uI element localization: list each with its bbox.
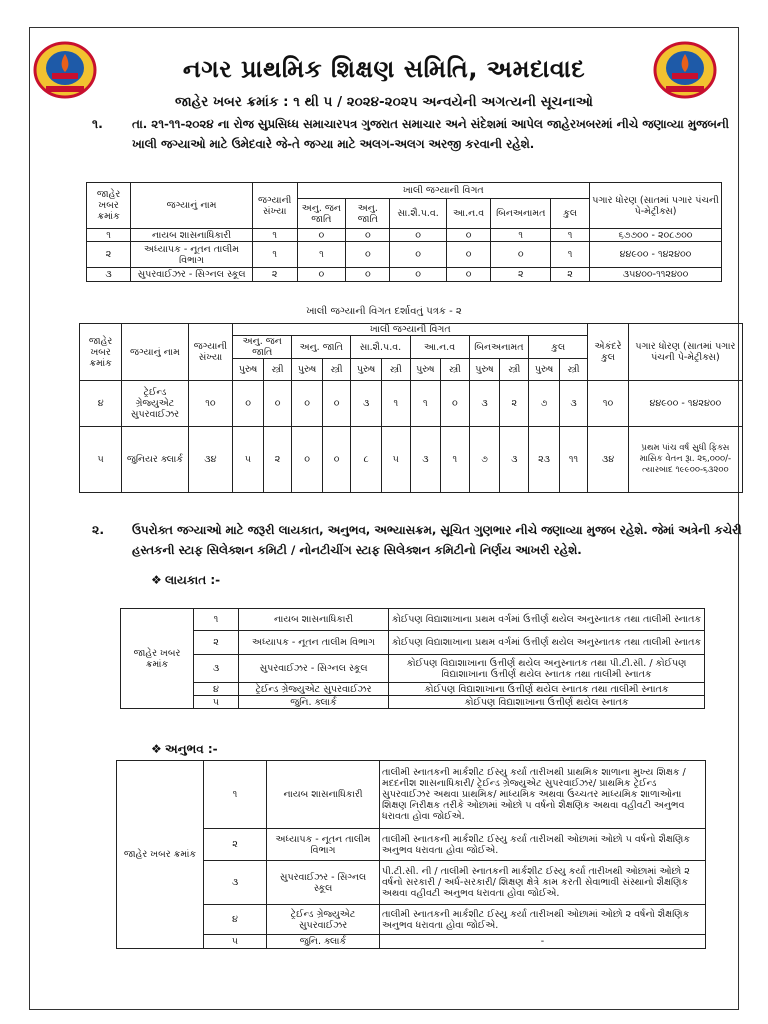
section-heading-anubhav (151, 742, 218, 757)
section-heading-laykat (151, 573, 220, 588)
table-row (121, 631, 705, 655)
cell: ૩૫૪૦૦-૧૧૨૪૦૦ (590, 268, 722, 282)
sub-header: સ્ત્રી (559, 359, 587, 381)
cell: ૨ (551, 268, 590, 282)
cell: ૩ (500, 427, 529, 493)
group-header: આ.ન.વ (410, 336, 469, 359)
col-header: જગ્યાનું નામ (122, 324, 188, 381)
cell: કોઈપણ વિદ્યાશાખાના પ્રથમ વર્ગમાં ઉત્તીર્ણ થયેલ અનુસ્નાતક તથા તાલીમી સ્નાતક (389, 609, 705, 631)
cell: ૩૪ (588, 427, 629, 493)
diamond-bullet-icon: ❖ (151, 573, 162, 587)
cell: ૪ (80, 381, 122, 427)
col-header: જાહેર ખબર ક્રમાંક (87, 183, 131, 229)
cell: ૧ (204, 761, 267, 829)
cell: નાયબ શાસનાધિકારી (131, 229, 253, 242)
cell: કોઈપણ વિદ્યાશાખાના ઉત્તીર્ણ થયેલ સ્નાતક (389, 696, 705, 709)
cell: ૦ (322, 427, 350, 493)
cell: ૩ (351, 381, 382, 427)
sub-header: કુલ (551, 199, 590, 229)
heading-text: અનુભવ :- (165, 742, 218, 756)
cell: ૪૪૯૦૦ - ૧૪૨૪૦૦ (628, 381, 742, 427)
cell: પ્રથમ પાંચ વર્ષ સુધી ફિક્સ માસિક વેતન રૂા. ૨૬,૦૦૦/- ત્યારબાદ ૧૯૯૦૦-૬૩૨૦૦ (628, 427, 742, 493)
cell: ૦ (292, 381, 323, 427)
sub-header: અનુ. જન જાતિ (297, 199, 346, 229)
cell: ૨૩ (529, 427, 560, 493)
experience-table (116, 760, 706, 949)
group-header: અનુ. જન જાતિ (233, 336, 292, 359)
cell: ૧ (551, 242, 590, 268)
cell: ૨ (491, 268, 551, 282)
cell: ૦ (297, 229, 346, 242)
side-header: જાહેર ખબર ક્રમાંક (117, 761, 204, 949)
page-title: નગર પ્રાથમિક શિક્ષણ સમિતિ, અમદાવાદ (182, 55, 586, 83)
cell: નાયબ શાસનાધિકારી (239, 609, 389, 631)
sub-header: પુરુષ (529, 359, 560, 381)
paragraph-number: ૨. (92, 522, 105, 537)
cell: જુનિ. ક્લાર્ક (239, 696, 389, 709)
cell: અધ્યાપક - નૂતન તાલીમ વિભાગ (131, 242, 253, 268)
cell: તાલીમી સ્નાતકની માર્કશીટ ઈસ્યુ કર્યા તારીખથી ઓછામાં ઓછો ૫ વર્ષનો શૈક્ષણિક અનુભવ ધરાવતા હોવા જોઈએ. (380, 829, 706, 861)
cell: ૧ (491, 229, 551, 242)
sub-header: સ્ત્રી (322, 359, 350, 381)
cell: કોઈપણ વિદ્યાશાખાના પ્રથમ વર્ગમાં ઉત્તીર્ણ થયેલ અનુસ્નાતક તથા તાલીમી સ્નાતક (389, 631, 705, 655)
cell: ૨ (252, 268, 297, 282)
col-header: જગ્યાની સંખ્યા (188, 324, 233, 381)
cell: ૦ (441, 381, 469, 427)
cell: ૧ (252, 242, 297, 268)
paragraph-line: તા. ૨૧-૧૧-૨૦૨૪ ના રોજ સુપ્રસિધ્ધ સમાચારપત્ર ગુજરાત સમાચાર અને સંદેશમાં આપેલ જાહેરખબરમાં નીચે જણાવ્યા મુજબની (132, 117, 729, 131)
cell: ૮ (351, 427, 382, 493)
diamond-bullet-icon: ❖ (151, 742, 162, 756)
cell: ૦ (346, 229, 390, 242)
cell: ૦ (346, 268, 390, 282)
cell: ૪ (204, 905, 267, 935)
table-row (80, 427, 743, 493)
table-row (121, 696, 705, 709)
table-caption: ખાલી જગ્યાની વિગત દર્શાવતું પત્રક - ૨ (306, 306, 462, 317)
vacancy-table-1 (86, 182, 722, 282)
cell: ૨ (194, 631, 239, 655)
cell: ૪૪૯૦૦ - ૧૪૨૪૦૦ (590, 242, 722, 268)
cell: ટ્રેઈન્ડ ગ્રેજ્યુએટ સુપરવાઈઝર (267, 905, 380, 935)
notice-subtitle: જાહેર ખબર ક્રમાંક : ૧ થી ૫ / ૨૦૨૪-૨૦૨૫ અન્વયેની અગત્યની સૂચનાઓ (175, 94, 593, 110)
cell: ટ્રેઈન્ડ ગ્રેજ્યુએટ સુપરવાઈઝર (122, 381, 188, 427)
sub-header: સ્ત્રી (263, 359, 291, 381)
cell: ૧ (410, 381, 441, 427)
cell: ૪ (194, 683, 239, 696)
table-row (121, 683, 705, 696)
cell: ૭ (529, 381, 560, 427)
col-header: જાહેર ખબર ક્રમાંક (80, 324, 122, 381)
group-header: કુલ (529, 336, 588, 359)
qualification-table (120, 608, 705, 709)
table-row (117, 905, 706, 935)
sub-header: પુરુષ (469, 359, 500, 381)
paragraph-line: ઉપરોક્ત જગ્યાઓ માટે જરૂરી લાયકાત, અનુભવ, અભ્યાસક્રમ, સૂચિત ગુણભાર નીચે જણાવ્યા મુજબ રહેશે. જેમાં અત્રેની કચેરી (132, 523, 742, 537)
cell: ૨ (87, 242, 131, 268)
cell: ૦ (322, 381, 350, 427)
sub-header: બિનઅનામત (491, 199, 551, 229)
sub-header: સ્ત્રી (381, 359, 410, 381)
sub-header: પુરુષ (351, 359, 382, 381)
cell: ૧૦ (188, 381, 233, 427)
cell: ૫ (204, 935, 267, 949)
table-row (87, 268, 722, 282)
cell: અધ્યાપક - નૂતન તાલીમ વિભાગ (239, 631, 389, 655)
cell: ૦ (390, 268, 446, 282)
sub-header: પુરુષ (410, 359, 441, 381)
cell: ૦ (390, 242, 446, 268)
paragraph-2 (92, 520, 742, 562)
cell: કોઈપણ વિદ્યાશાખાના ઉત્તીર્ણ થયેલ અનુસ્નાતક તથા પી.ટી.સી. / કોઈપણ વિદ્યાશાખાના ઉત્તીર્ણ થયેલ સ્નાતક તથા તાલીમી સ્નાતક (389, 655, 705, 683)
cell: તાલીમી સ્નાતકની માર્કશીટ ઈસ્યુ કર્યા તારીખથી ઓછામાં ઓછો ૨ વર્ષનો શૈક્ષણિક અનુભવ ધરાવતા હોવા જોઈએ. (380, 905, 706, 935)
cell: સુપરવાઈઝર - સિગ્નલ સ્કૂલ (131, 268, 253, 282)
cell: ૦ (233, 381, 264, 427)
cell: જુનિયર ક્લાર્ક (122, 427, 188, 493)
cell: ૦ (446, 229, 491, 242)
group-header: બિનઅનામત (469, 336, 529, 359)
cell: ૧ (551, 229, 590, 242)
table-row (121, 609, 705, 631)
sub-header: અનુ. જાતિ (346, 199, 390, 229)
group-header: સા.શૈ.પ.વ. (351, 336, 410, 359)
paragraph-number: ૧. (92, 116, 103, 131)
cell: તાલીમી સ્નાતકની માર્કશીટ ઈસ્યુ કર્યા તારીખથી પ્રાથમિક શાળાના મુખ્ય શિક્ષક / મદદનીશ શાસનાધિકારી/ ટ્રેઈન્ડ ગ્રેજ્યુએટ સુપરવાઈઝર/ પ્રાથમિક ટ્રેઈન્ડ સુપરવાઈઝર અથવા પ્રાથમિક/ માધ્યમિક અથવા ઉચ્ચતર માધ્યમિક શાળાઓના શિક્ષણ નિરીક્ષક તરીકે ઓછામાં ઓછો ૫ વર્ષનો શૈક્ષણિક અથવા વહીવટી અનુભવ ધરાવતા હોવા જોઈએ. (380, 761, 706, 829)
cell: ૧ (194, 609, 239, 631)
cell: ૧ (252, 229, 297, 242)
cell: ૩ (559, 381, 587, 427)
cell: ૧ (87, 229, 131, 242)
sub-header: સા.શૈ.પ.વ. (390, 199, 446, 229)
cell: ૧ (381, 381, 410, 427)
cell: ૩ (410, 427, 441, 493)
cell: ૩ (469, 381, 500, 427)
cell: ૦ (491, 242, 551, 268)
cell: ૦ (390, 229, 446, 242)
cell: ૧૦ (588, 381, 629, 427)
vacancy-table-2 (79, 323, 743, 493)
cell: સુપરવાઈઝર - સિગ્નલ સ્કૂલ (239, 655, 389, 683)
cell: કોઈપણ વિદ્યાશાખાના ઉત્તીર્ણ થયેલ સ્નાતક તથા તાલીમી સ્નાતક (389, 683, 705, 696)
cell: ૭ (469, 427, 500, 493)
col-header: જગ્યાનું નામ (131, 183, 253, 229)
sub-header: પુરુષ (292, 359, 323, 381)
cell: પી.ટી.સી. ની / તાલીમી સ્નાતકની માર્કશીટ ઈસ્યુ કર્યા તારીખથી ઓછામાં ઓછો ૨ વર્ષનો સરકારી / અર્ધ-સરકારી/ શિક્ષણ ક્ષેત્રે કામ કરતી સેવાભાવી સંસ્થાનો શૈક્ષણિક અથવા વહીવટી અનુભવ ધરાવતા હોવા જોઈએ. (380, 861, 706, 905)
col-header: જગ્યાની સંખ્યા (252, 183, 297, 229)
table-row (117, 935, 706, 949)
paragraph-line: હસ્તકની સ્ટાફ સિલેક્શન કમિટી / નોનટીચીંગ સ્ટાફ સિલેક્શન કમિટીનો નિર્ણય આખરી રહેશે. (132, 543, 582, 557)
paragraph-1 (92, 114, 742, 156)
cell: જુનિ. ક્લાર્ક (267, 935, 380, 949)
cell: ૨ (263, 427, 291, 493)
cell: ૦ (446, 242, 491, 268)
cell: નાયબ શાસનાધિકારી (267, 761, 380, 829)
cell: ટ્રેઈન્ડ ગ્રેજ્યુએટ સુપરવાઈઝર (239, 683, 389, 696)
cell: અધ્યાપક - નૂતન તાલીમ વિભાગ (267, 829, 380, 861)
cell: ૬૭૭૦૦ - ૨૦૮૭૦૦ (590, 229, 722, 242)
col-header: પગાર ધોરણ (સાતમાં પગાર પંચની પે-મેટ્રીક્સ) (590, 183, 722, 229)
cell: - (380, 935, 706, 949)
cell: ૩ (87, 268, 131, 282)
cell: ૦ (263, 381, 291, 427)
cell: ૩ (204, 861, 267, 905)
cell: ૩૪ (188, 427, 233, 493)
col-header: ખાલી જગ્યાની વિગત (297, 183, 590, 199)
cell: ૫ (194, 696, 239, 709)
col-header: ખાલી જગ્યાની વિગત (233, 324, 588, 336)
paragraph-line: ખાલી જગ્યાઓ માટે ઉમેદવારે જે-તે જગ્યા માટે અલગ-અલગ અરજી કરવાની રહેશે. (132, 137, 535, 151)
cell: ૦ (297, 268, 346, 282)
table-row (117, 829, 706, 861)
cell: ૦ (446, 268, 491, 282)
cell: સુપરવાઈઝર - સિગ્નલ સ્કૂલ (267, 861, 380, 905)
cell: ૦ (292, 427, 323, 493)
cell: ૧ (297, 242, 346, 268)
cell: ૩ (194, 655, 239, 683)
cell: ૧ (441, 427, 469, 493)
table-row (117, 761, 706, 829)
cell: ૫ (381, 427, 410, 493)
col-header: એકંદરે કુલ (588, 324, 629, 381)
sub-header: સ્ત્રી (500, 359, 529, 381)
group-header: અનુ. જાતિ (292, 336, 351, 359)
table-row (80, 381, 743, 427)
table-row (117, 861, 706, 905)
sub-header: પુરુષ (233, 359, 264, 381)
cell: ૫ (233, 427, 264, 493)
cell: ૨ (500, 381, 529, 427)
heading-text: લાયકાત :- (165, 573, 221, 587)
side-header: જાહેર ખબર ક્રમાંક (121, 609, 194, 709)
cell: ૫ (80, 427, 122, 493)
table-row (121, 655, 705, 683)
cell: ૨ (204, 829, 267, 861)
table-row (87, 242, 722, 268)
sub-header: સ્ત્રી (441, 359, 469, 381)
sub-header: આ.ન.વ (446, 199, 491, 229)
table-row (87, 229, 722, 242)
cell: ૦ (346, 242, 390, 268)
col-header: પગાર ધોરણ (સાતમાં પગાર પંચની પે-મેટ્રીક્સ) (628, 324, 742, 381)
cell: ૧૧ (559, 427, 587, 493)
